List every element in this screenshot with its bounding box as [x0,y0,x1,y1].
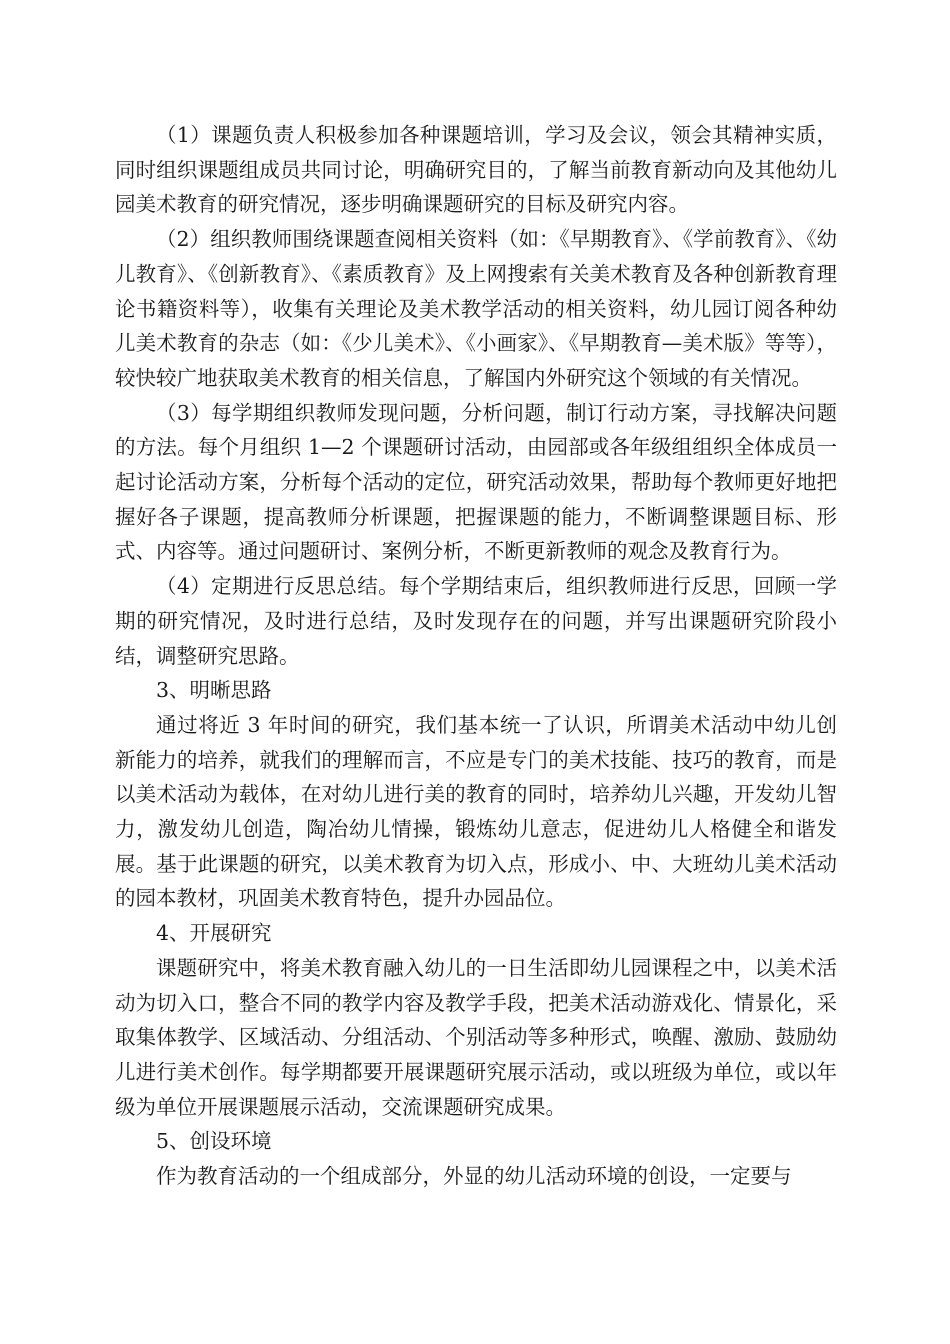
paragraph-create-environment: 作为教育活动的一个组成部分，外显的幼儿活动环境的创设，一定要与 [156,1164,792,1189]
document-body [115,118,837,1194]
paragraph-item-1: （1）课题负责人积极参加各种课题培训，学习及会议，领会其精神实质，同时组织课题组成员共同讨论，明确研究目的，了解当前教育新动向及其他幼儿园美术教育的研究情况，逐步明确课题研究的目标及研究内容。 [115,123,837,217]
section-heading-create-environment: 5、创设环境 [156,1129,272,1154]
section-heading-carry-out-research: 4、开展研究 [156,921,272,946]
paragraph-carry-out-research: 课题研究中，将美术教育融入幼儿的一日生活即幼儿园课程之中，以美术活动为切入口，整合不同的教学内容及教学手段，把美术活动游戏化、情景化，采取集体教学、区域活动、分组活动、个别活动等多种形式，唤醒、激励、鼓励幼儿进行美术创作。每学期都要开展课题研究展示活动，或以班级为单位，或以年级为单位开展课题展示活动，交流课题研究成果。 [115,955,837,1119]
paragraph-clarify-ideas: 通过将近 3 年时间的研究，我们基本统一了认识，所谓美术活动中幼儿创新能力的培养，就我们的理解而言，不应是专门的美术技能、技巧的教育，而是以美术活动为载体，在对幼儿进行美的教育的同时，培养幼儿兴趣，开发幼儿智力，激发幼儿创造，陶冶幼儿情操，锻炼幼儿意志，促进幼儿人格健全和谐发展。基于此课题的研究，以美术教育为切入点，形成小、中、大班幼儿美术活动的园本教材，巩固美术教育特色，提升办园品位。 [115,712,837,911]
paragraph-item-4: （4）定期进行反思总结。每个学期结束后，组织教师进行反思，回顾一学期的研究情况，及时进行总结，及时发现存在的问题，并写出课题研究阶段小结，调整研究思路。 [115,574,837,668]
paragraph-item-2: （2）组织教师围绕课题查阅相关资料（如：《早期教育》、《学前教育》、《幼儿教育》、《创新教育》、《素质教育》及上网搜索有关美术教育及各种创新教育理论书籍资料等），收集有关理论及美术教学活动的相关资料，幼儿园订阅各种幼儿美术教育的杂志（如：《少儿美术》、《小画家》、《早期教育—美术版》等等），较快较广地获取美术教育的相关信息，了解国内外研究这个领域的有关情况。 [115,227,837,390]
paragraph-item-3: （3）每学期组织教师发现问题，分析问题，制订行动方案，寻找解决问题的方法。每个月组织 1—2 个课题研讨活动，由园部或各年级组组织全体成员一起讨论活动方案，分析每个活动的定位，研究活动效果，帮助每个教师更好地把握好各子课题，提高教师分析课题，把握课题的能力，不断调整课题目标、形式、内容等。通过问题研讨、案例分析，不断更新教师的观念及教育行为。 [115,400,837,564]
section-heading-clarify-ideas: 3、明晰思路 [156,678,272,703]
